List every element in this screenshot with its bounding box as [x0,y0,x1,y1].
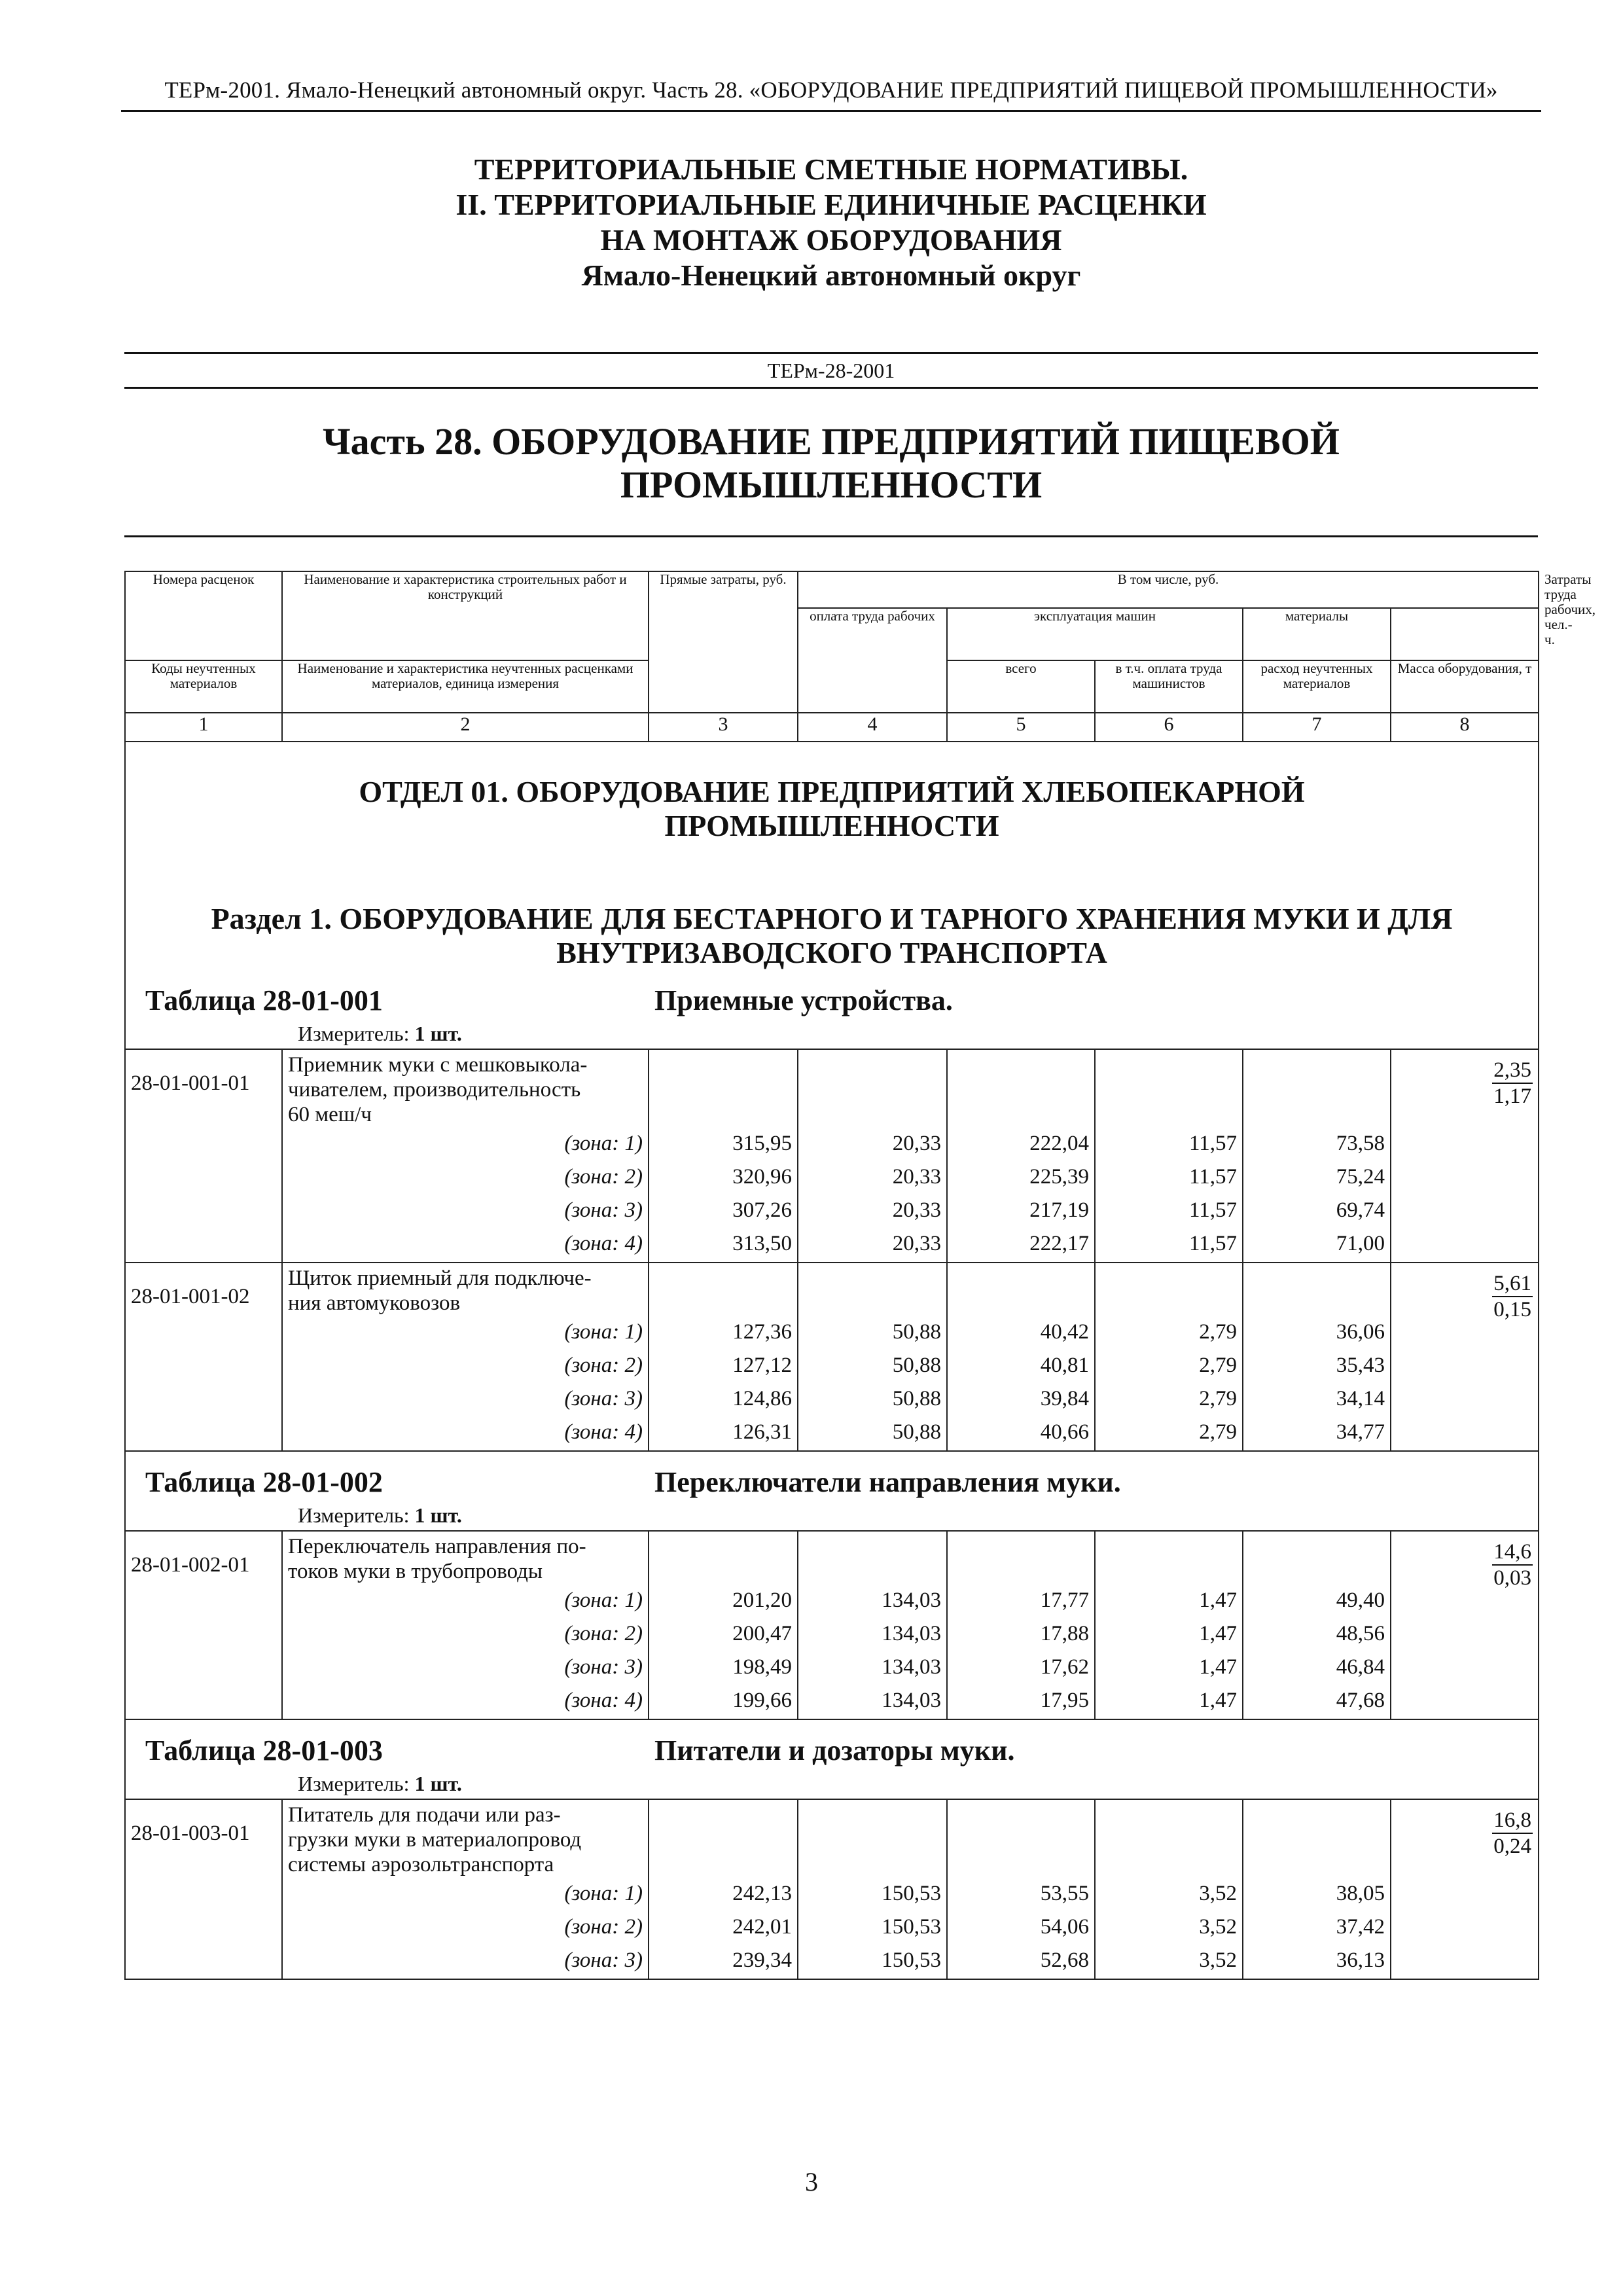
value-mach: 54,06 [1040,1915,1089,1939]
value-mach-pay: 3,52 [1199,1882,1237,1905]
value-pay: 20,33 [892,1232,941,1255]
table-name: Таблица 28-01-002 [145,1466,383,1498]
zone-label: (зона: 2) [564,1915,643,1939]
table-row [125,1531,1539,1719]
header-machines: эксплуатация машин [947,608,1243,660]
labor-mass-cell [1391,1799,1539,1979]
value-spacer [654,1263,792,1316]
value-mat: 36,06 [1336,1320,1385,1344]
table-caption-cell [125,1451,1539,1531]
otdel-heading-line: ОТДЕЛ 01. ОБОРУДОВАНИЕ ПРЕДПРИЯТИЙ ХЛЕБОПЕКАРНОЙ [359,775,1305,808]
value-mach: 225,39 [1029,1165,1089,1189]
unit-label: Измеритель: [298,1772,410,1795]
table-caption [131,1452,1533,1530]
value-spacer [953,1263,1089,1316]
header-col2-bottom: Наименование и характеристика неучтенных расценками материалов, единица измерения [282,660,649,713]
value-spacer [1101,1532,1237,1584]
zone-label: (зона: 1) [564,1132,643,1155]
value-mach: 17,77 [1040,1588,1089,1612]
header-col1-bottom: Коды неучтенных материалов [125,660,282,713]
rate-description [288,1050,643,1127]
value-spacer [1249,1800,1385,1877]
zone-label: (зона: 4) [564,1689,643,1712]
value-mach-pay: 2,79 [1199,1320,1237,1344]
table-name: Таблица 28-01-001 [145,984,383,1016]
value-mat: 47,68 [1336,1689,1385,1712]
zone-label: (зона: 3) [564,1198,643,1222]
table-caption-row [125,1719,1539,1799]
labor-mass-fraction [1492,1539,1533,1590]
title-line: ТЕРРИТОРИАЛЬНЫЕ СМЕТНЫЕ НОРМАТИВЫ. [474,152,1188,186]
description-line: Переключатель направления по- [288,1535,586,1558]
value-column-mach-pay [1095,1531,1243,1719]
value-column-mat [1243,1263,1391,1451]
value-column-pay [798,1799,947,1979]
value-mach: 40,42 [1040,1320,1089,1344]
value-column-direct [649,1263,798,1451]
value-spacer [804,1800,941,1877]
zone-label: (зона: 2) [564,1165,643,1189]
value-mach: 222,04 [1029,1132,1089,1155]
value-mat: 73,58 [1336,1132,1385,1155]
value-spacer [1101,1263,1237,1316]
running-header: ТЕРм-2001. Ямало-Ненецкий автономный округ. Часть 28. «ОБОРУДОВАНИЕ ПРЕДПРИЯТИЙ ПИЩЕВОЙ ПРОМЫШЛЕННОСТИ» [164,77,1498,103]
labor-cost: 16,8 [1492,1808,1533,1834]
value-direct: 307,26 [732,1198,792,1222]
value-mach-pay: 11,57 [1188,1232,1237,1255]
header-materials: материалы [1243,608,1391,660]
value-spacer [1249,1532,1385,1584]
value-mach-pay: 3,52 [1199,1915,1237,1939]
table-unit [298,1772,462,1796]
value-pay: 134,03 [882,1655,941,1679]
otdel-heading [131,742,1533,843]
table-title: Питатели и дозаторы муки. [654,1734,1015,1767]
value-pay: 50,88 [892,1387,941,1410]
value-mat: 37,42 [1336,1915,1385,1939]
zone-label: (зона: 2) [564,1622,643,1645]
unit-value: 1 шт. [414,1772,462,1795]
zone-label: (зона: 1) [564,1320,643,1344]
header-col6: в т.ч. оплата труда машинистов [1095,660,1243,713]
column-number: 4 [798,713,947,742]
table-caption-cell [125,1719,1539,1799]
zone-labels [288,1584,643,1719]
unit-value: 1 шт. [414,1022,462,1045]
value-mach-pay: 1,47 [1199,1588,1237,1612]
value-mach: 39,84 [1040,1387,1089,1410]
table-title: Приемные устройства. [654,984,953,1016]
value-mat: 48,56 [1336,1622,1385,1645]
rate-code: 28-01-003-01 [125,1799,282,1979]
document-title [124,152,1538,293]
zone-label: (зона: 1) [564,1882,643,1905]
razdel-heading-line: ВНУТРИЗАВОДСКОГО ТРАНСПОРТА [556,936,1107,969]
labor-mass-fraction [1492,1058,1533,1109]
column-number: 3 [649,713,798,742]
value-mat: 75,24 [1336,1165,1385,1189]
header-col3: Прямые затраты, руб. [649,571,798,713]
value-direct: 201,20 [732,1588,792,1612]
value-spacer [1249,1050,1385,1127]
table-caption-row [125,970,1539,1049]
zone-label: (зона: 3) [564,1655,643,1679]
value-direct: 313,50 [732,1232,792,1255]
value-mat: 49,40 [1336,1588,1385,1612]
value-pay: 20,33 [892,1132,941,1155]
value-column-mach-pay [1095,1049,1243,1263]
value-spacer [1249,1263,1385,1316]
description-line: Приемник муки с мешковыкола- [288,1053,588,1077]
value-direct: 239,34 [732,1948,792,1972]
header-col5: всего [947,660,1095,713]
table-title: Переключатели направления муки. [654,1466,1121,1498]
table-row [125,1799,1539,1979]
zone-label: (зона: 2) [564,1354,643,1377]
value-mach-pay: 1,47 [1199,1655,1237,1679]
column-number: 2 [282,713,649,742]
labor-mass-cell [1391,1531,1539,1719]
header-col8-bottom: Масса оборудования, т [1391,660,1539,713]
description-line: чивателем, производительность [288,1078,581,1102]
value-mach-pay: 3,52 [1199,1948,1237,1972]
zone-label: (зона: 3) [564,1387,643,1410]
value-pay: 150,53 [882,1915,941,1939]
value-mach: 217,19 [1029,1198,1089,1222]
description-line: ния автомуковозов [288,1291,461,1315]
description-line: 60 меш/ч [288,1103,372,1126]
document-code: ТЕРм-28-2001 [124,352,1538,389]
page-number: 3 [805,2167,818,2197]
value-mach: 17,62 [1040,1655,1089,1679]
value-spacer [804,1263,941,1316]
zone-label: (зона: 4) [564,1420,643,1444]
value-direct: 127,36 [732,1320,792,1344]
rate-description-cell [282,1263,649,1451]
value-direct: 127,12 [732,1354,792,1377]
value-direct: 198,49 [732,1655,792,1679]
razdel-heading-line: Раздел 1. ОБОРУДОВАНИЕ ДЛЯ БЕСТАРНОГО И ТАРНОГО ХРАНЕНИЯ МУКИ И ДЛЯ [211,902,1453,935]
zone-label: (зона: 3) [564,1948,643,1972]
title-line: Ямало-Ненецкий автономный округ [581,259,1081,292]
table-caption [131,970,1533,1049]
value-column-mach [947,1263,1095,1451]
column-number: 1 [125,713,282,742]
zone-label: (зона: 4) [564,1232,643,1255]
value-spacer [953,1800,1089,1877]
value-column-mat [1243,1531,1391,1719]
value-mach-pay: 2,79 [1199,1420,1237,1444]
rate-description [288,1532,643,1584]
labor-mass-cell [1391,1049,1539,1263]
table-caption-cell [125,970,1539,1049]
description-line: Питатель для подачи или раз- [288,1803,561,1827]
labor-cost: 14,6 [1492,1539,1533,1566]
equipment-mass: 0,24 [1493,1835,1532,1858]
header-col4: оплата труда рабочих [798,608,947,713]
value-column-mach [947,1799,1095,1979]
value-direct: 242,13 [732,1882,792,1905]
unit-value: 1 шт. [414,1503,462,1527]
value-mat: 71,00 [1336,1232,1385,1255]
value-column-mach [947,1531,1095,1719]
value-pay: 20,33 [892,1165,941,1189]
value-mat: 36,13 [1336,1948,1385,1972]
value-mach-pay: 2,79 [1199,1354,1237,1377]
table-unit [298,1503,462,1528]
value-pay: 50,88 [892,1320,941,1344]
table-name: Таблица 28-01-003 [145,1734,383,1767]
zone-labels [288,1877,643,1979]
value-column-pay [798,1263,947,1451]
unit-label: Измеритель: [298,1503,410,1527]
value-column-pay [798,1531,947,1719]
value-mach-pay: 11,57 [1188,1198,1237,1222]
value-pay: 134,03 [882,1622,941,1645]
value-pay: 50,88 [892,1420,941,1444]
value-direct: 126,31 [732,1420,792,1444]
value-mach: 40,66 [1040,1420,1089,1444]
section-headings-cell [125,742,1539,970]
value-column-mat [1243,1799,1391,1979]
value-mach: 40,81 [1040,1354,1089,1377]
header-col2-top: Наименование и характеристика строительных работ и конструкций [282,571,649,660]
value-mat: 46,84 [1336,1655,1385,1679]
header-incl: В том числе, руб. [798,571,1539,608]
column-number: 5 [947,713,1095,742]
table-caption [131,1720,1533,1799]
value-spacer [804,1050,941,1127]
description-line: токов муки в трубопроводы [288,1560,543,1583]
column-number: 8 [1391,713,1539,742]
value-mat: 34,14 [1336,1387,1385,1410]
value-spacer [1101,1800,1237,1877]
value-spacer [1101,1050,1237,1127]
part-title [124,420,1538,507]
otdel-heading-line: ПРОМЫШЛЕННОСТИ [664,809,999,842]
value-pay: 50,88 [892,1354,941,1377]
value-column-mat [1243,1049,1391,1263]
razdel-heading [131,843,1533,970]
value-direct: 200,47 [732,1622,792,1645]
description-line: грузки муки в материалопровод [288,1828,582,1852]
value-mach: 222,17 [1029,1232,1089,1255]
rate-description-cell [282,1531,649,1719]
value-column-direct [649,1799,798,1979]
zone-label: (зона: 1) [564,1588,643,1612]
value-mach-pay: 1,47 [1199,1622,1237,1645]
value-pay: 134,03 [882,1588,941,1612]
rate-code: 28-01-001-01 [125,1049,282,1263]
value-direct: 124,86 [732,1387,792,1410]
value-direct: 320,96 [732,1165,792,1189]
rate-description [288,1800,643,1877]
running-header-rule [121,110,1541,112]
value-mat: 34,77 [1336,1420,1385,1444]
value-mat: 35,43 [1336,1354,1385,1377]
price-table: Номера расценок Наименование и характеристика строительных работ и конструкций Прямые затраты, руб. В том числе, руб. Затраты труда рабочих, чел.-ч. оплата труда рабочих эксплуатация машин материалы Коды неучтенных материалов Наименование и характеристика неучтенных расценками материалов, единица измерения всего в т.ч. оплата труда машинистов расход неучтенных материалов Масса оборудования, т 1 2 3 4 5 6 7 8 ОТДЕЛ 01. ОБОРУДОВАНИЕ ПРЕДПРИЯТИЙ ХЛЕБОПЕКАРНОЙ ПРОМЫШЛЕННОСТИ Раздел 1. ОБОРУДОВАНИЕ ДЛЯ БЕСТАРНОГО И ТАРНОГО ХРАНЕНИЯ МУКИ И ДЛЯ ВНУТРИЗАВОДСКОГО ТРАНСПОРТА Таблица 28-01-001 Приемные устройства. Измеритель: 1 шт. 28-01-001-01 Приемник муки с мешковыкола- чивателем, производительность 60 меш/ч (зона: 1) (зона: 2) (зона: 3) (зона: 4) 315,95 320,96 307,26 313,50 20,33 20,33 20,33 20,33 222,04 225,39 217,19 222,17 11,57 11,57 11,57 11,57 73,58 75,24 69,74 71,00 $\frac{2,35}{1,17}$ 28-01-001-02 Щиток приемный для подключе- ния автомуковозов (зона: 1) (зона: 2) (зона: 3) (зона: 4) 127,36 127,12 124,86 126,31 50,88 50,88 50,88 50,88 40,42 40,81 39,84 40,66 2,79 2,79 2,79 2,79 36,06 35,43 34,14 34,77 $\frac{5,61}{0,15}$ Таблица 28-01-002 Переключатели направления муки. Измеритель: 1 шт. 28-01-002-01 Переключатель направления по- токов муки в трубопроводы (зона: 1) (зона: 2) (зона: 3) (зона: 4) 201,20 200,47 198,49 199,66 134,03 134,03 134,03 134,03 17,77 17,88 17,62 17,95 1,47 1,47 1,47 1,47 49,40 48,56 46,84 47,68 $\frac{14,6}{0,03}$ Таблица 28-01-003 Питатели и дозаторы муки. Измеритель: 1 шт. 28-01-003-01 Питатель для подачи или раз- грузки муки в материалопровод системы аэрозольтранспорта (зона: 1) (зона: 2) (зона: 3) 242,13 242,01 239,34 150,53 150,53 150,53 53,55 54,06 52,68 3,52 3,52 3,52 38,05 37,42 36,13 $\frac{16,8}{0,24}$ [124,571,1539,1980]
zone-labels [288,1316,643,1450]
value-mach: 17,88 [1040,1622,1089,1645]
value-pay: 134,03 [882,1689,941,1712]
value-direct: 242,01 [732,1915,792,1939]
table-caption-row [125,1451,1539,1531]
value-column-direct [649,1049,798,1263]
labor-mass-fraction [1492,1271,1533,1322]
value-pay: 150,53 [882,1948,941,1972]
part-title-line: ПРОМЫШЛЕННОСТИ [620,463,1043,506]
rate-description [288,1263,643,1316]
value-mach-pay: 2,79 [1199,1387,1237,1410]
value-column-pay [798,1049,947,1263]
value-column-mach-pay [1095,1799,1243,1979]
equipment-mass: 0,15 [1493,1298,1532,1321]
rate-code: 28-01-001-02 [125,1263,282,1451]
rate-description-cell [282,1049,649,1263]
column-number: 6 [1095,713,1243,742]
value-spacer [654,1050,792,1127]
value-pay: 20,33 [892,1198,941,1222]
part-title-line: Часть 28. ОБОРУДОВАНИЕ ПРЕДПРИЯТИЙ ПИЩЕВОЙ [323,420,1340,463]
value-spacer [953,1050,1089,1127]
value-mat: 69,74 [1336,1198,1385,1222]
equipment-mass: 0,03 [1493,1566,1532,1590]
value-spacer [654,1800,792,1877]
labor-cost: 5,61 [1492,1271,1533,1297]
description-line: системы аэрозольтранспорта [288,1853,554,1876]
table-row [125,1263,1539,1451]
part-title-rule [124,535,1538,537]
value-mat: 38,05 [1336,1882,1385,1905]
title-line: НА МОНТАЖ ОБОРУДОВАНИЯ [600,223,1062,257]
header-col7: расход неучтенных материалов [1243,660,1391,713]
table-row [125,1049,1539,1263]
value-pay: 150,53 [882,1882,941,1905]
value-mach: 52,68 [1040,1948,1089,1972]
zone-labels [288,1127,643,1262]
labor-cost: 2,35 [1492,1058,1533,1084]
value-direct: 315,95 [732,1132,792,1155]
column-number: 7 [1243,713,1391,742]
equipment-mass: 1,17 [1493,1085,1532,1108]
table-unit [298,1022,462,1046]
value-spacer [953,1532,1089,1584]
labor-mass-cell [1391,1263,1539,1451]
value-spacer [804,1532,941,1584]
labor-mass-fraction [1492,1808,1533,1859]
value-column-direct [649,1531,798,1719]
rate-description-cell [282,1799,649,1979]
header-col1-top: Номера расценок [125,571,282,660]
description-line: Щиток приемный для подключе- [288,1266,592,1290]
value-mach-pay: 11,57 [1188,1165,1237,1189]
value-column-mach-pay [1095,1263,1243,1451]
value-mach: 17,95 [1040,1689,1089,1712]
value-column-mach [947,1049,1095,1263]
value-mach-pay: 11,57 [1188,1132,1237,1155]
title-line: II. ТЕРРИТОРИАЛЬНЫЕ ЕДИНИЧНЫЕ РАСЦЕНКИ [455,188,1207,221]
value-mach: 53,55 [1040,1882,1089,1905]
value-mach-pay: 1,47 [1199,1689,1237,1712]
value-spacer [654,1532,792,1584]
unit-label: Измеритель: [298,1022,410,1045]
value-direct: 199,66 [732,1689,792,1712]
rate-code: 28-01-002-01 [125,1531,282,1719]
